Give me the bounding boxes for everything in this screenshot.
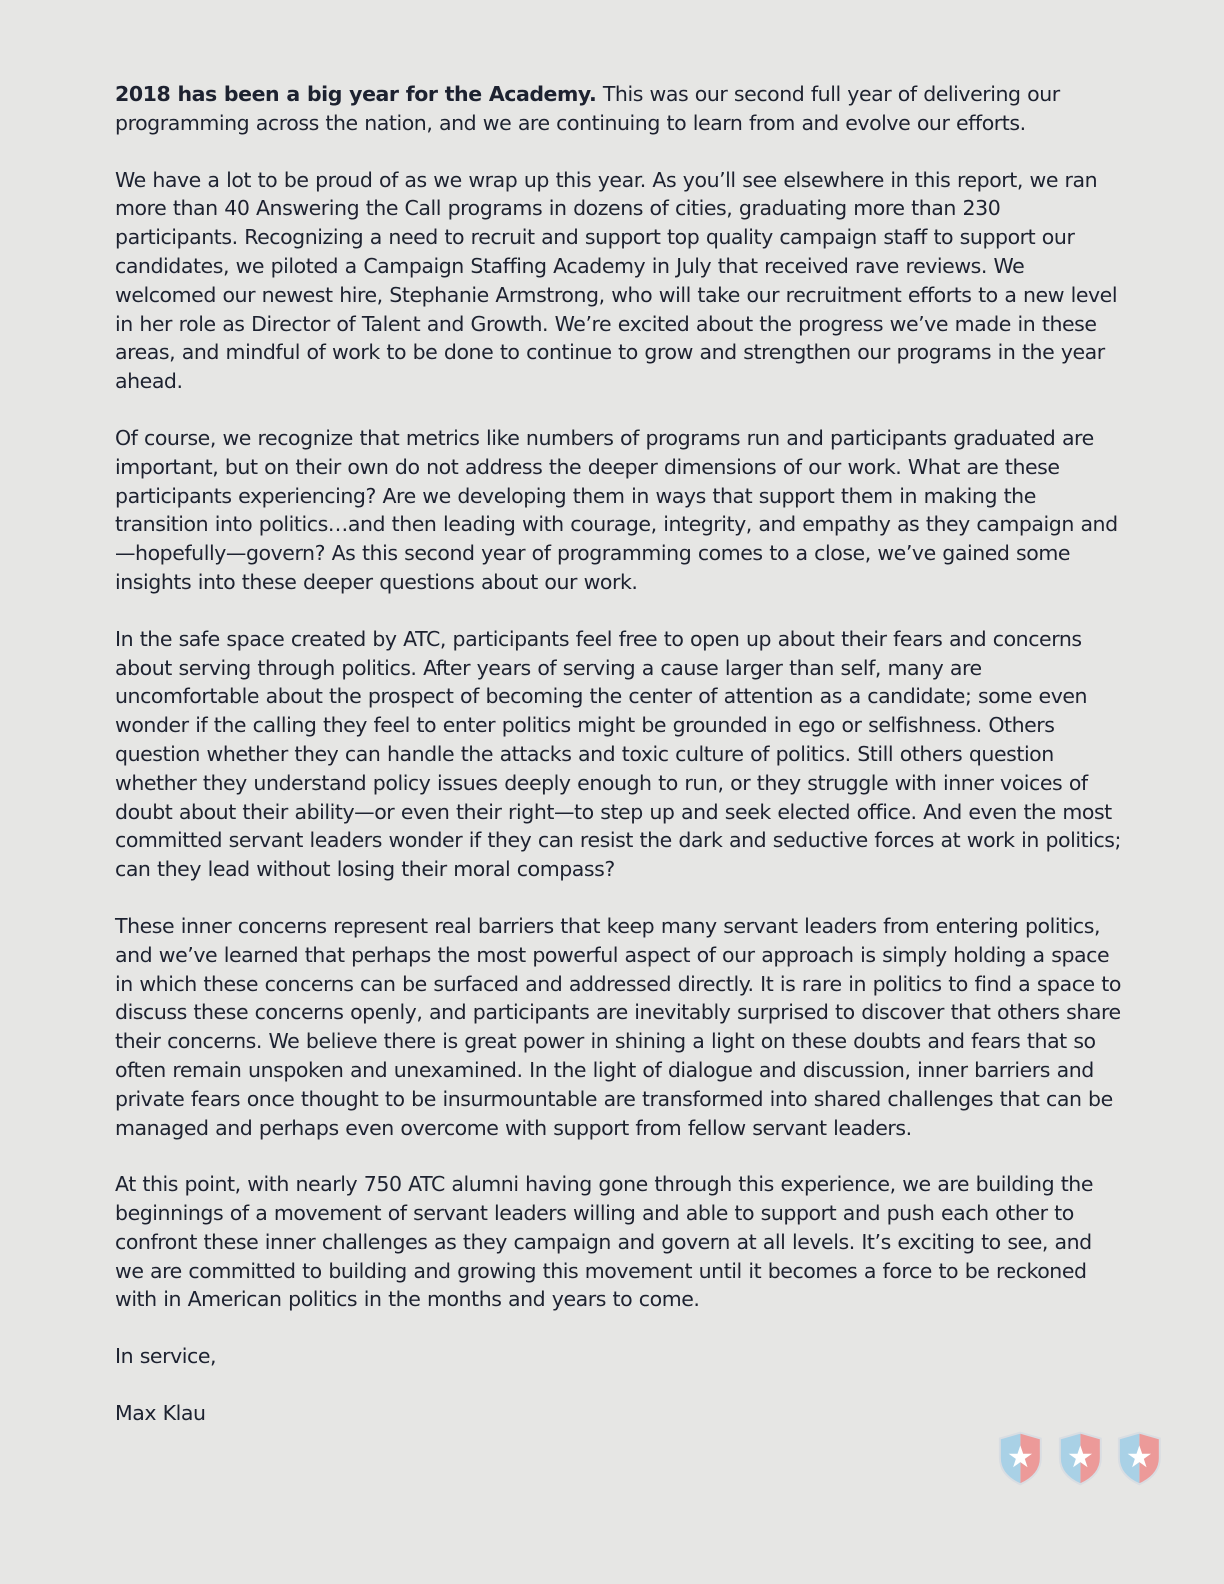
letter-body xyxy=(115,80,1125,1428)
paragraph-safe-space: In the safe space created by ATC, participants feel free to open up about their fears and concerns about serving through politics. After years of serving a cause larger than self, many are uncomfortable about the prospect of becoming the center of attention as a candidate; some even wonder if the calling they feel to enter politics might be grounded in ego or selfishness. Others question whether they can handle the attacks and toxic culture of politics. Still others question whether they understand policy issues deeply enough to run, or they struggle with inner voices of doubt about their ability—or even their right—to step up and seek elected office. And even the most committed servant leaders wonder if they can resist the dark and seductive forces at work in politics; can they lead without losing their moral compass? xyxy=(115,626,1121,882)
signature-name: Max Klau xyxy=(115,1401,206,1426)
badge-row xyxy=(995,1428,1165,1492)
closing-line: In service, xyxy=(115,1344,217,1369)
intro-text: This was our second full year of delivering our programming across the nation, and we are continuing to learn from and evolve our efforts. xyxy=(115,82,1060,135)
shield-star-icon xyxy=(1114,1428,1165,1488)
paragraph-movement: At this point, with nearly 750 ATC alumni having gone through this experience, we are building the beginnings of a movement of servant leaders willing and able to support and push each other to confront these inner challenges as they campaign and govern at all levels. It’s exciting to see, and we are committed to building and growing this movement until it becomes a force to be reckoned with in American politics in the months and years to come. xyxy=(115,1172,1094,1312)
shield-star-icon xyxy=(995,1428,1046,1488)
paragraph-accomplishments: We have a lot to be proud of as we wrap up this year. As you’ll see elsewhere in this report, we ran more than 40 Answering the Call programs in dozens of cities, graduating more than 230 participants. Recognizing a need to recruit and support top quality campaign staff to support our candidates, we piloted a Campaign Staffing Academy in July that received rave reviews. We welcomed our newest hire, Stephanie Armstrong, who will take our recruitment efforts to a new level in her role as Director of Talent and Growth. We’re excited about the progress we’ve made in these areas, and mindful of work to be done to continue to grow and strengthen our programs in the year ahead. xyxy=(115,167,1118,394)
paragraph-inner-concerns: These inner concerns represent real barriers that keep many servant leaders from entering politics, and we’ve learned that perhaps the most powerful aspect of our approach is simply holding a space in which these concerns can be surfaced and addressed directly. It is rare in politics to find a space to discuss these concerns openly, and participants are inevitably surprised to discover that others share their concerns. We believe there is great power in shining a light on these doubts and fears that so often remain unspoken and unexamined. In the light of dialogue and discussion, inner barriers and private fears once thought to be insurmountable are transformed into shared challenges that can be managed and perhaps even overcome with support from fellow servant leaders. xyxy=(115,913,1121,1140)
intro-heading: 2018 has been a big year for the Academy. xyxy=(115,82,597,106)
intro-paragraph xyxy=(115,80,1125,138)
paragraph-metrics: Of course, we recognize that metrics like numbers of programs run and participants graduated are important, but on their own do not address the deeper dimensions of our work. What are these participants experiencing? Are we developing them in ways that support them in making the transition into politics…and then leading with courage, integrity, and empathy as they campaign and—hopefully—govern? As this second year of programming comes to a close, we’ve gained some insights into these deeper questions about our work. xyxy=(115,425,1118,594)
shield-star-icon xyxy=(1055,1428,1106,1488)
